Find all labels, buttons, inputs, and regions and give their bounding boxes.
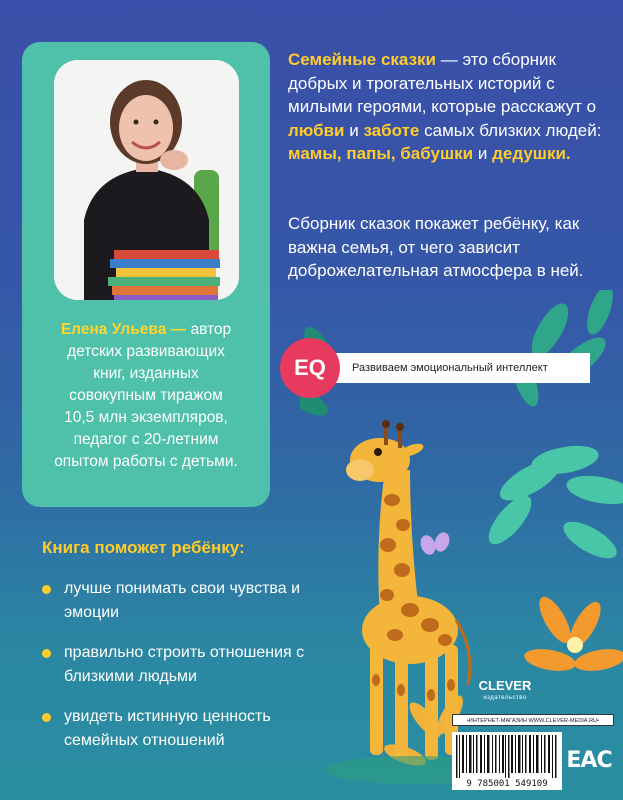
author-bio-line: автор	[190, 321, 232, 338]
publisher-logo	[475, 680, 535, 704]
author-card	[22, 42, 270, 507]
bullet-icon	[42, 649, 51, 658]
eq-badge	[280, 338, 590, 398]
eq-label: Развиваем эмоциональный интеллект	[320, 353, 590, 383]
author-bio-line: детских развивающих	[67, 343, 225, 360]
eq-icon: EQ	[280, 338, 340, 398]
author-bio	[34, 319, 258, 473]
publisher-sub: издательство	[483, 695, 527, 701]
author-bio-line: 10,5 млн экземпляров,	[64, 409, 228, 426]
intro-love: любви	[288, 120, 345, 140]
barcode	[452, 732, 562, 790]
author-name: Елена Ульева	[60, 321, 167, 338]
publisher-name: CLEVER	[478, 678, 532, 693]
author-dash: —	[170, 321, 187, 338]
author-bio-line: совокупным тиражом	[69, 387, 223, 404]
intro-text: — это сборник добрых и трогательных историй с милыми героями, которые расскажут о	[288, 50, 597, 116]
intro-family: мамы, папы, бабушки	[288, 144, 474, 163]
barcode-bars-icon	[452, 732, 562, 778]
eac-mark: EAC	[566, 748, 612, 773]
intro-text: и	[473, 144, 493, 163]
author-bio-line: опытом работы с детьми.	[54, 453, 238, 470]
isbn-digits: 9 785001 549109	[466, 779, 548, 789]
benefit-text: правильно строить отношения с близкими людьми	[64, 644, 305, 685]
author-photo	[54, 60, 239, 300]
bullet-icon	[42, 713, 51, 722]
intro-text: самых близких людей:	[419, 120, 602, 140]
intro-text: и	[344, 120, 364, 140]
benefit-text: лучше понимать свои чувства и эмоции	[64, 580, 301, 621]
shop-url: •ИНТЕРНЕТ-МАГАЗИН WWW.CLEVER-MEDIA.RU•	[452, 714, 614, 726]
intro-paragraph-2: Сборник сказок покажет ребёнку, как важна семья, от чего зависит доброжелательная атмосфера в ней.	[288, 214, 584, 280]
benefits-title: Книга поможет ребёнку:	[42, 538, 245, 557]
benefit-text: увидеть истинную ценность семейных отношений	[64, 708, 271, 749]
intro-title: Семейные сказки	[288, 50, 436, 69]
intro-paragraph	[288, 48, 608, 166]
author-bio-line: педагог с 20-летним	[73, 431, 219, 448]
intro-grandpa: дедушки.	[492, 144, 571, 163]
bullet-icon	[42, 585, 51, 594]
intro-care: заботе	[363, 120, 420, 140]
author-bio-line: книг, изданных	[93, 365, 199, 382]
